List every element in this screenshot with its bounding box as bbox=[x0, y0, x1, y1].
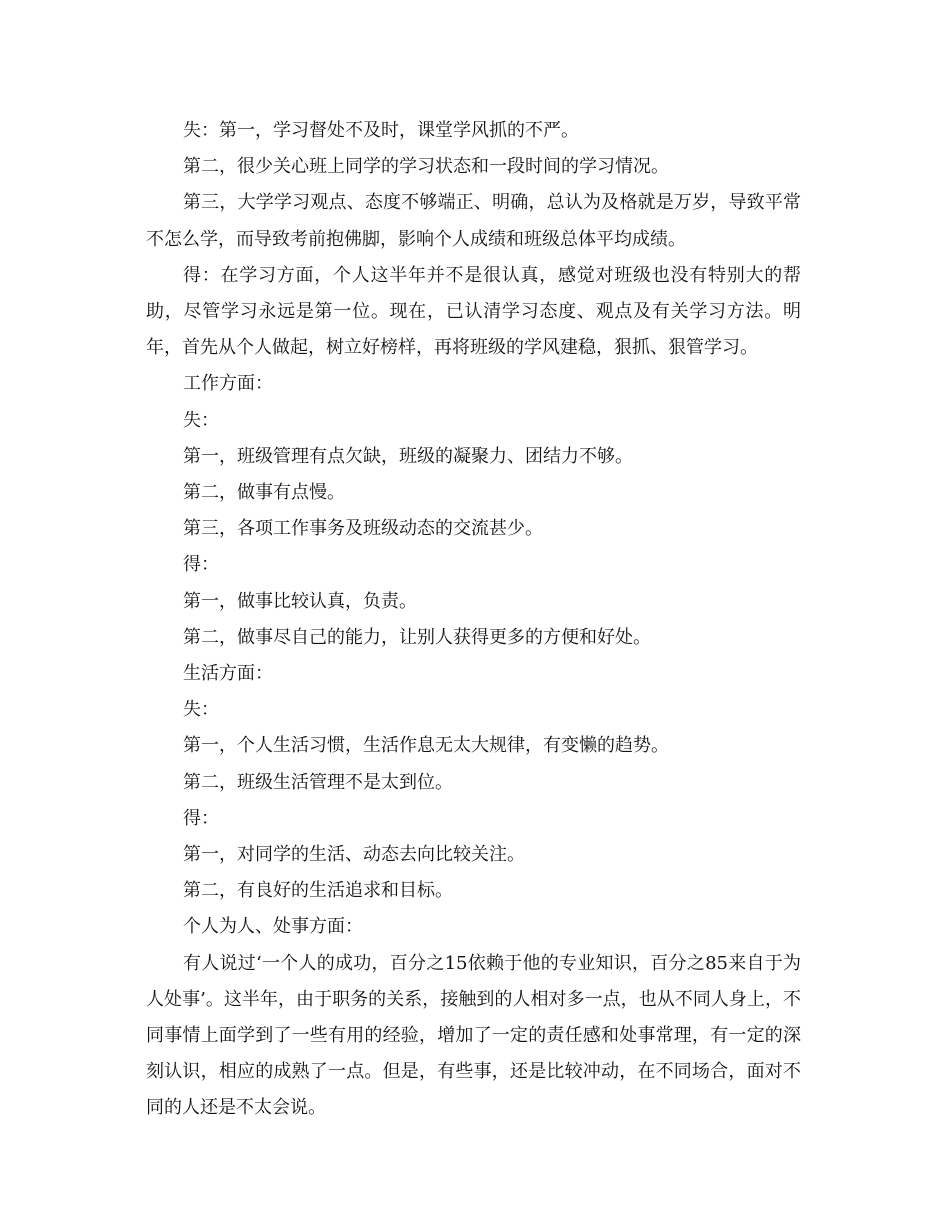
work-gain-label: 得： bbox=[183, 554, 219, 576]
paragraph-study-gain: 得：在学习方面，个人这半年并不是很认真，感觉对班级也没有特别大的帮助，尽管学习永远是第一位。现在，已认清学习态度、观点及有关学习方法。明年，首先从个人做起，树立好榜样，再将班级的学风建稳，狠抓、狠管学习。 bbox=[146, 264, 801, 359]
section-heading-work: 工作方面： bbox=[183, 373, 273, 395]
work-gain-2: 第二，做事尽自己的能力，让别人获得更多的方便和好处。 bbox=[183, 626, 651, 648]
work-shortcoming-1: 第一，班级管理有点欠缺，班级的凝聚力、团结力不够。 bbox=[183, 445, 633, 467]
paragraph-study-shortcoming-3: 第三，大学学习观点、态度不够端正、明确，总认为及格就是万岁，导致平常不怎么学，而导致考前抱佛脚，影响个人成绩和班级总体平均成绩。 bbox=[146, 192, 801, 250]
life-gain-1: 第一，对同学的生活、动态去向比较关注。 bbox=[183, 844, 525, 866]
work-shortcoming-2: 第二，做事有点慢。 bbox=[183, 482, 345, 504]
section-heading-life: 生活方面： bbox=[183, 663, 273, 685]
life-gain-label: 得： bbox=[183, 807, 219, 829]
document-body bbox=[146, 113, 801, 1127]
paragraph-study-shortcoming-2: 第二，很少关心班上同学的学习状态和一段时间的学习情况。 bbox=[183, 156, 669, 178]
paragraph-personal-conduct: 有人说过‘一个人的成功，百分之15依赖于他的专业知识，百分之85来自于为人处事’。这半年，由于职务的关系，接触到的人相对多一点，也从不同人身上，不同事情上面学到了一些有用的经验，增加了一定的责任感和处事常理，有一定的深刻认识，相应的成熟了一点。但是，有些事，还是比较冲动，在不同场合，面对不同的人还是不太会说。 bbox=[146, 952, 801, 1119]
life-shortcoming-label: 失： bbox=[183, 699, 219, 721]
work-gain-1: 第一，做事比较认真，负责。 bbox=[183, 590, 417, 612]
work-shortcoming-label: 失： bbox=[183, 409, 219, 431]
work-shortcoming-3: 第三，各项工作事务及班级动态的交流甚少。 bbox=[183, 518, 543, 540]
section-heading-personal-conduct: 个人为人、处事方面： bbox=[183, 916, 363, 938]
life-shortcoming-2: 第二，班级生活管理不是太到位。 bbox=[183, 771, 453, 793]
paragraph-study-shortcoming-1: 失：第一，学习督处不及时，课堂学风抓的不严。 bbox=[183, 120, 579, 141]
life-shortcoming-1: 第一，个人生活习惯，生活作息无太大规律，有变懒的趋势。 bbox=[183, 735, 669, 757]
life-gain-2: 第二，有良好的生活追求和目标。 bbox=[183, 880, 453, 902]
